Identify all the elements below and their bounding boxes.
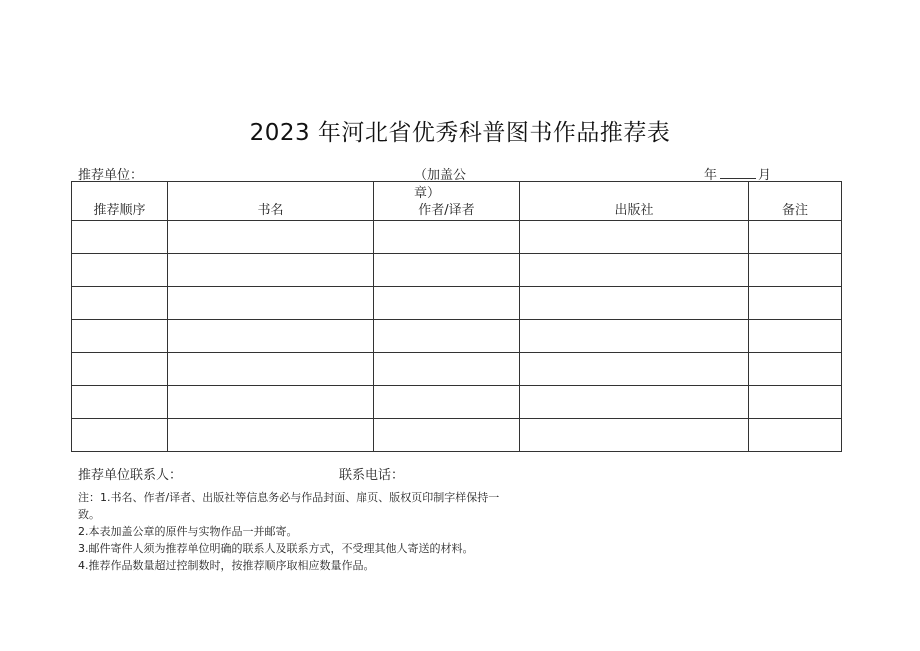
table-cell[interactable]	[168, 386, 374, 419]
table-row	[72, 320, 842, 353]
note-line: 3.邮件寄件人须为推荐单位明确的联系人及联系方式，不受理其他人寄送的材料。	[78, 542, 474, 555]
table-cell[interactable]	[749, 386, 842, 419]
table-cell[interactable]	[374, 254, 520, 287]
table-cell[interactable]	[72, 320, 168, 353]
table-cell[interactable]	[374, 320, 520, 353]
stamp-note-line1: （加盖公	[414, 168, 467, 183]
table-row	[72, 419, 842, 452]
table-cell[interactable]	[520, 320, 749, 353]
table-row	[72, 287, 842, 320]
table-cell[interactable]	[72, 386, 168, 419]
table-cell[interactable]	[374, 386, 520, 419]
column-header-author: 作者/译者	[374, 182, 520, 221]
table-cell[interactable]	[520, 254, 749, 287]
page-title: 2023 年河北省优秀科普图书作品推荐表	[249, 120, 671, 146]
table-cell[interactable]	[72, 419, 168, 452]
note-line: 致。	[78, 508, 100, 521]
table-cell[interactable]	[374, 419, 520, 452]
table-header-row	[72, 182, 842, 221]
column-header-publisher: 出版社	[520, 182, 749, 221]
recommending-unit-label: 推荐单位：	[78, 168, 144, 183]
table-cell[interactable]	[168, 353, 374, 386]
table-cell[interactable]	[168, 254, 374, 287]
recommendation-table	[71, 181, 842, 452]
year-label: 年	[704, 168, 718, 183]
table-cell[interactable]	[168, 287, 374, 320]
contact-person-label: 推荐单位联系人：	[78, 468, 183, 483]
table-cell[interactable]	[374, 221, 520, 254]
table-cell[interactable]	[168, 320, 374, 353]
month-blank-line	[720, 178, 756, 179]
table-cell[interactable]	[520, 419, 749, 452]
table-cell[interactable]	[72, 254, 168, 287]
table-cell[interactable]	[749, 353, 842, 386]
table-row	[72, 254, 842, 287]
table-cell[interactable]	[749, 320, 842, 353]
note-line: 注：1.书名、作者/译者、出版社等信息务必与作品封面、扉页、版权页印制字样保持一	[78, 491, 500, 504]
stamp-note-line2: 章）	[414, 186, 441, 201]
table-cell[interactable]	[168, 221, 374, 254]
table-cell[interactable]	[520, 386, 749, 419]
table-cell[interactable]	[72, 287, 168, 320]
contact-phone-label: 联系电话：	[339, 468, 405, 483]
table-row	[72, 353, 842, 386]
column-header-order: 推荐顺序	[72, 182, 168, 221]
table-cell[interactable]	[520, 221, 749, 254]
table-cell[interactable]	[168, 419, 374, 452]
table-cell[interactable]	[374, 353, 520, 386]
notes-section	[78, 489, 548, 574]
table-row	[72, 386, 842, 419]
table-cell[interactable]	[72, 221, 168, 254]
note-line: 4.推荐作品数量超过控制数时，按推荐顺序取相应数量作品。	[78, 559, 375, 572]
table-cell[interactable]	[749, 287, 842, 320]
table-cell[interactable]	[749, 221, 842, 254]
column-header-remarks: 备注	[749, 182, 842, 221]
table-cell[interactable]	[374, 287, 520, 320]
table-cell[interactable]	[520, 287, 749, 320]
table-cell[interactable]	[749, 419, 842, 452]
table-cell[interactable]	[749, 254, 842, 287]
table-cell[interactable]	[72, 353, 168, 386]
table-row	[72, 221, 842, 254]
month-label: 月	[758, 168, 772, 183]
column-header-book-title: 书名	[168, 182, 374, 221]
table-cell[interactable]	[520, 353, 749, 386]
note-line: 2.本表加盖公章的原件与实物作品一并邮寄。	[78, 525, 298, 538]
